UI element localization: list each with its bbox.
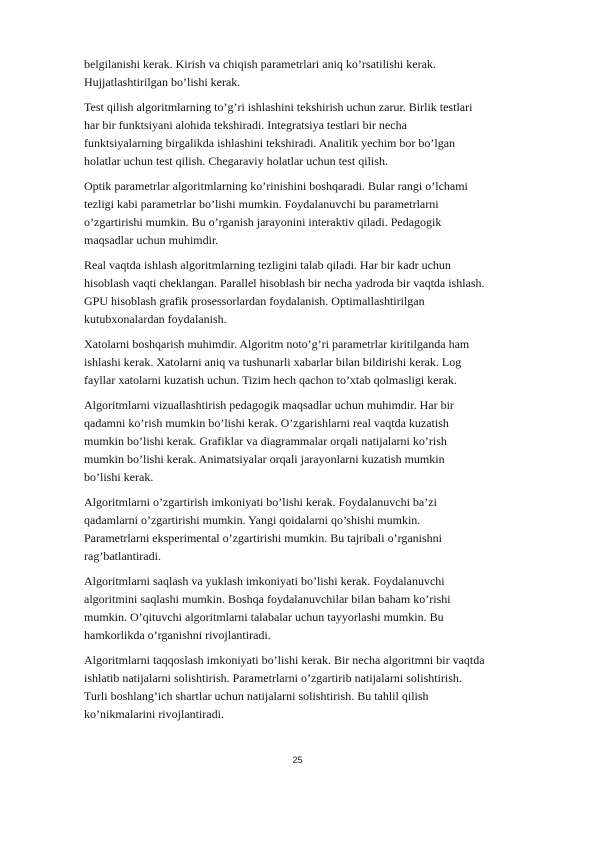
- text-line: Turli boshlang’ich shartlar uchun natijalarni solishtirish. Bu tahlil qilish: [84, 689, 429, 703]
- text-line: qadamlarni o’zgartirishi mumkin. Yangi qoidalarni qo’shishi mumkin.: [84, 513, 421, 527]
- text-line: Algoritmlarni vizuallashtirish pedagogik maqsadlar uchun muhimdir. Har bir: [84, 398, 454, 412]
- text-line: Algoritmlarni o’zgartirish imkoniyati bo’lishi kerak. Foydalanuvchi ba’zi: [84, 495, 437, 509]
- text-line: rag’batlantiradi.: [84, 549, 161, 563]
- text-line: maqsadlar uchun muhimdir.: [84, 233, 219, 247]
- text-line: Hujjatlashtirilgan bo’lishi kerak.: [84, 75, 241, 89]
- paragraph: [84, 651, 554, 723]
- text-line: algoritmini saqlashi mumkin. Boshqa foydalanuvchilar bilan baham ko’rishi: [84, 592, 451, 606]
- text-line: Parametrlarni eksperimental o’zgartirishi mumkin. Bu tajribali o’rganishni: [84, 531, 443, 545]
- text-line: qadamni ko’rish mumkin bo’lishi kerak. O’zgarishlarni real vaqtda kuzatish: [84, 416, 449, 430]
- text-line: mumkin bo’lishi kerak. Grafiklar va diagrammalar orqali natijalarni ko’rish: [84, 434, 447, 448]
- text-line: Algoritmlarni saqlash va yuklash imkoniyati bo’lishi kerak. Foydalanuvchi: [84, 574, 445, 588]
- text-line: fayllar xatolarni kuzatish uchun. Tizim hech qachon to’xtab qolmasligi kerak.: [84, 373, 457, 387]
- paragraph: [84, 493, 554, 565]
- document-body: [84, 55, 554, 730]
- text-line: tezligi kabi parametrlar bo’lishi mumkin. Foydalanuvchi bu parametrlarni: [84, 197, 439, 211]
- text-line: mumkin bo’lishi kerak. Animatsiyalar orqali jarayonlarni kuzatish mumkin: [84, 452, 445, 466]
- paragraph: [84, 55, 554, 91]
- text-line: Optik parametrlar algoritmlarning ko’rinishini boshqaradi. Bular rangi o’lchami: [84, 179, 468, 193]
- text-line: belgilanishi kerak. Kirish va chiqish parametrlari aniq ko’rsatilishi kerak.: [84, 57, 436, 71]
- paragraph: [84, 572, 554, 644]
- text-line: hisoblash vaqti cheklangan. Parallel hisoblash bir necha yadroda bir vaqtda ishlash.: [84, 276, 485, 290]
- paragraph: [84, 396, 554, 486]
- paragraph: [84, 98, 554, 170]
- text-line: kutubxonalardan foydalanish.: [84, 312, 227, 326]
- text-line: holatlar uchun test qilish. Chegaraviy holatlar uchun test qilish.: [84, 154, 388, 168]
- text-line: o’zgartirishi mumkin. Bu o’rganish jarayonini interaktiv qiladi. Pedagogik: [84, 215, 442, 229]
- text-line: Real vaqtda ishlash algoritmlarning tezligini talab qiladi. Har bir kadr uchun: [84, 258, 451, 272]
- text-line: ishlashi kerak. Xatolarni aniq va tushunarli xabarlar bilan bildirishi kerak. Log: [84, 355, 462, 369]
- text-line: hamkorlikda o’rganishni rivojlantiradi.: [84, 628, 271, 642]
- paragraph: [84, 335, 554, 389]
- paragraph: [84, 256, 554, 328]
- paragraph: [84, 177, 554, 249]
- text-line: mumkin. O’qituvchi algoritmlarni talabalar uchun tayyorlashi mumkin. Bu: [84, 610, 444, 624]
- page-number: 25: [292, 755, 303, 765]
- text-line: har bir funktsiyani alohida tekshiradi. Integratsiya testlari bir necha: [84, 118, 407, 132]
- text-line: ko’nikmalarini rivojlantiradi.: [84, 707, 224, 721]
- text-line: Algoritmlarni taqqoslash imkoniyati bo’lishi kerak. Bir necha algoritmni bir vaqtda: [84, 653, 485, 667]
- text-line: Test qilish algoritmlarning to’g’ri ishlashini tekshirish uchun zarur. Birlik testlari: [84, 100, 473, 114]
- text-line: funktsiyalarning birgalikda ishlashini tekshiradi. Analitik yechim bor bo’lgan: [84, 136, 456, 150]
- text-line: GPU hisoblash grafik prosessorlardan foydalanish. Optimallashtirilgan: [84, 294, 425, 308]
- text-line: bo’lishi kerak.: [84, 470, 154, 484]
- text-line: ishlatib natijalarni solishtirish. Parametrlarni o’zgartirib natijalarni solishtirish.: [84, 671, 462, 685]
- text-line: Xatolarni boshqarish muhimdir. Algoritm noto’g’ri parametrlar kiritilganda ham: [84, 337, 470, 351]
